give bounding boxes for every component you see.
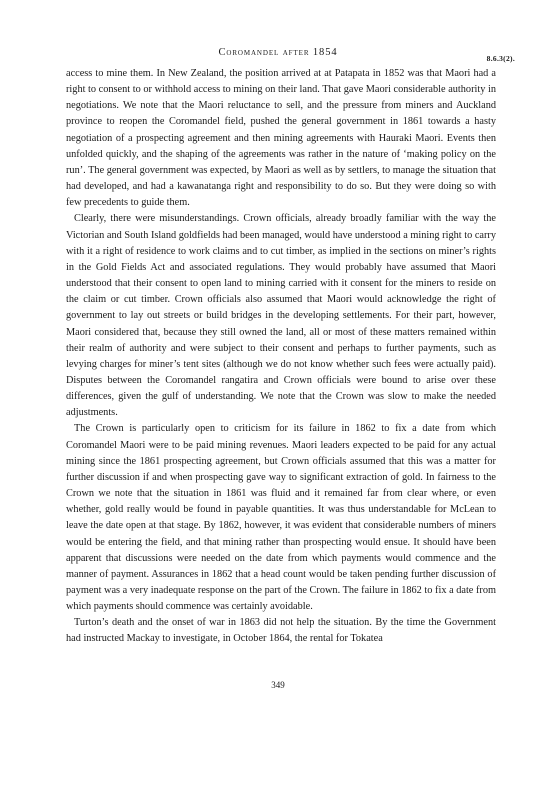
body-text bbox=[66, 66, 496, 648]
section-reference: 8.6.3(2). bbox=[486, 54, 515, 63]
paragraph: Clearly, there were misunderstandings. Crown officials, already broadly familiar with the way the Victorian and South Island goldfields had been managed, would have understood a mining right to carry with it a right of residence to work claims and to cut timber, as implied in the sections on miner’s rights in the Gold Fields Act and associated regulations. They would probably have assumed that Maori understood that their consent to open land to mining carried with it consent for the miners to reside on the claim or cut timber. Crown officials also assumed that Maori would acknowledge the right of government to lay out streets or build bridges in the developing settlements. For their part, however, Maori considered that, because they still owned the land, all or most of these matters remained within their realm of authority and were subject to their consent and perhaps to further payments, such as levying charges for miner’s tent sites (although we do not know whether such fees were actually paid). Disputes between the Coromandel rangatira and Crown officials were bound to arise over these differences, given the gulf of understanding. We note that the Crown was slow to make the needed adjustments. bbox=[66, 213, 496, 419]
paragraph: The Crown is particularly open to criticism for its failure in 1862 to fix a date from which Coromandel Maori were to be paid mining revenues. Maori leaders expected to be paid for any actual mining since the 1861 prospecting agreement, but Crown officials assumed that this was a matter for further discussion if and when prospecting gave way to significant extraction of gold. In fairness to the Crown we note that the situation in 1861 was fluid and it remained far from clear where, or even whether, gold really would be found in payable quantities. It was thus understandable for McLean to leave the date open at that stage. By 1862, however, it was evident that considerable numbers of miners would be entering the field, and that mining rather than prospecting would ensue. It should have been apparent that discussions were needed on the date from which payments would commence and the manner of payment. Assurances in 1862 that a head count would be taken pending further discussion of payment was a very inadequate response on the part of the Crown. The failure in 1862 to fix a date from which payments should commence was certainly avoidable. bbox=[66, 423, 496, 613]
running-head: Coromandel after 1854 bbox=[218, 47, 338, 58]
page-number: 349 bbox=[271, 680, 285, 690]
paragraph: Turton’s death and the onset of war in 1863 did not help the situation. By the time the Government had instructed Mackay to investigate, in October 1864, the rental for Tokatea bbox=[66, 617, 496, 645]
paragraph: access to mine them. In New Zealand, the position arrived at at Patapata in 1852 was that Maori had a right to consent to or withhold access to mining on their land. That gave Maori considerable authority in negotiations. We note that the Maori reluctance to sell, and the pressure from miners and Auckland province to reopen the Coromandel field, pushed the general government in 1861 towards a hasty negotiation of a prospecting agreement and then mining agreements with Hauraki Maori. Events then unfolded quickly, and the shaping of the agreements was rather in the nature of ‘making policy on the run’. The general government was expected, by Maori as well as by settlers, to manage the situation that had developed, and had a kawanatanga right and responsibility to do so. But they were doing so with few precedents to guide them. bbox=[66, 68, 496, 209]
